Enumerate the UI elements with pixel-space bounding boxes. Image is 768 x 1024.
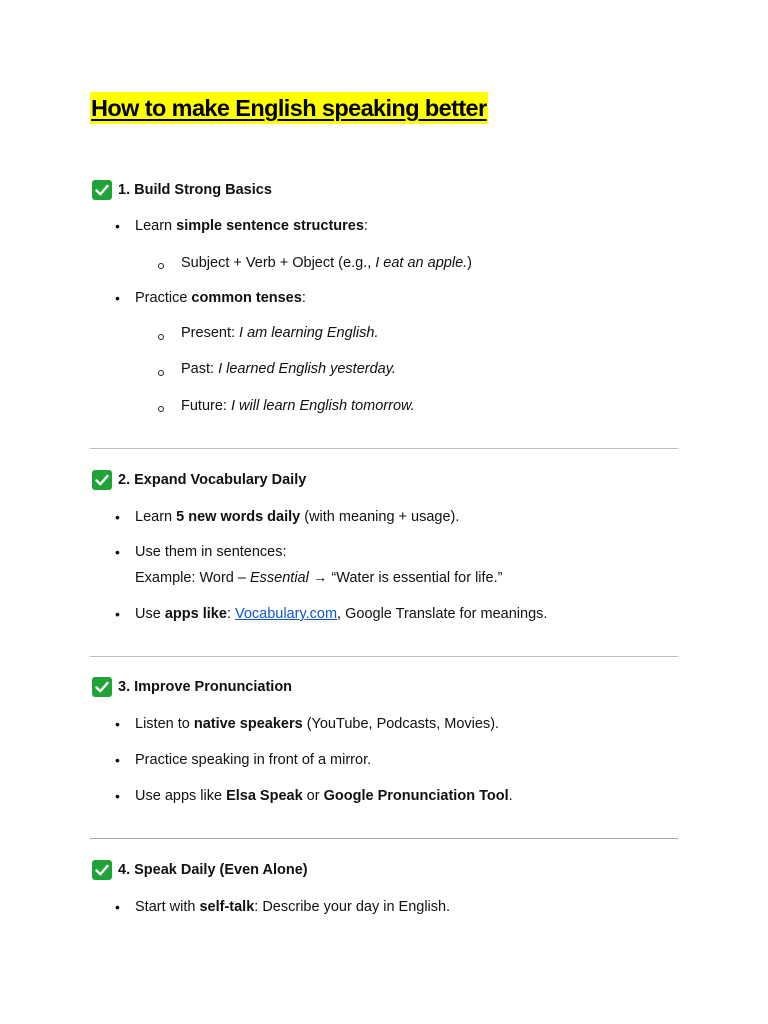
vocabulary-link[interactable]: Vocabulary.com bbox=[234, 606, 338, 622]
list-item: Start with self-talk: Describe your day in English. bbox=[135, 899, 451, 915]
section-divider bbox=[90, 448, 678, 449]
section-divider bbox=[90, 838, 678, 839]
bullet-icon: • bbox=[115, 509, 120, 525]
bullet-icon: • bbox=[115, 788, 120, 804]
sub-list-item: Present: I am learning English. bbox=[181, 325, 379, 341]
check-mark-icon bbox=[92, 860, 112, 880]
sub-list-item: Future: I will learn English tomorrow. bbox=[181, 398, 415, 414]
check-mark-icon bbox=[92, 677, 112, 697]
bullet-icon: • bbox=[115, 218, 120, 234]
list-item: Learn 5 new words daily (with meaning + usage). bbox=[135, 509, 460, 525]
list-item: Practice speaking in front of a mirror. bbox=[135, 752, 372, 768]
bullet-icon: • bbox=[115, 752, 120, 768]
section-heading: 1. Build Strong Basics bbox=[118, 182, 272, 198]
list-item: Listen to native speakers (YouTube, Podcasts, Movies). bbox=[135, 716, 500, 732]
section-divider bbox=[90, 656, 678, 657]
bullet-icon: • bbox=[115, 290, 120, 306]
circle-bullet-icon bbox=[158, 370, 164, 376]
section-heading: 4. Speak Daily (Even Alone) bbox=[118, 862, 308, 878]
bullet-icon: • bbox=[115, 544, 120, 560]
document-title: How to make English speaking better bbox=[90, 92, 488, 124]
list-item-example: Example: Word – Essential → “Water is essential for life.” bbox=[135, 570, 503, 586]
circle-bullet-icon bbox=[158, 334, 164, 340]
check-mark-icon bbox=[92, 180, 112, 200]
list-item: Use apps like Elsa Speak or Google Pronunciation Tool. bbox=[135, 788, 513, 804]
section-heading: 3. Improve Pronunciation bbox=[118, 679, 293, 695]
bullet-icon: • bbox=[115, 606, 120, 622]
list-item: Use apps like: Vocabulary.com, Google Translate for meanings. bbox=[135, 606, 548, 622]
check-mark-icon bbox=[92, 470, 112, 490]
section-heading: 2. Expand Vocabulary Daily bbox=[118, 472, 307, 488]
circle-bullet-icon bbox=[158, 263, 164, 269]
bullet-icon: • bbox=[115, 899, 120, 915]
list-item: Learn simple sentence structures: bbox=[135, 218, 368, 234]
sub-list-item: Subject + Verb + Object (e.g., I eat an apple.) bbox=[181, 255, 473, 271]
list-item: Use them in sentences: bbox=[135, 544, 287, 560]
circle-bullet-icon bbox=[158, 406, 164, 412]
bullet-icon: • bbox=[115, 716, 120, 732]
list-item: Practice common tenses: bbox=[135, 290, 306, 306]
sub-list-item: Past: I learned English yesterday. bbox=[181, 361, 396, 377]
